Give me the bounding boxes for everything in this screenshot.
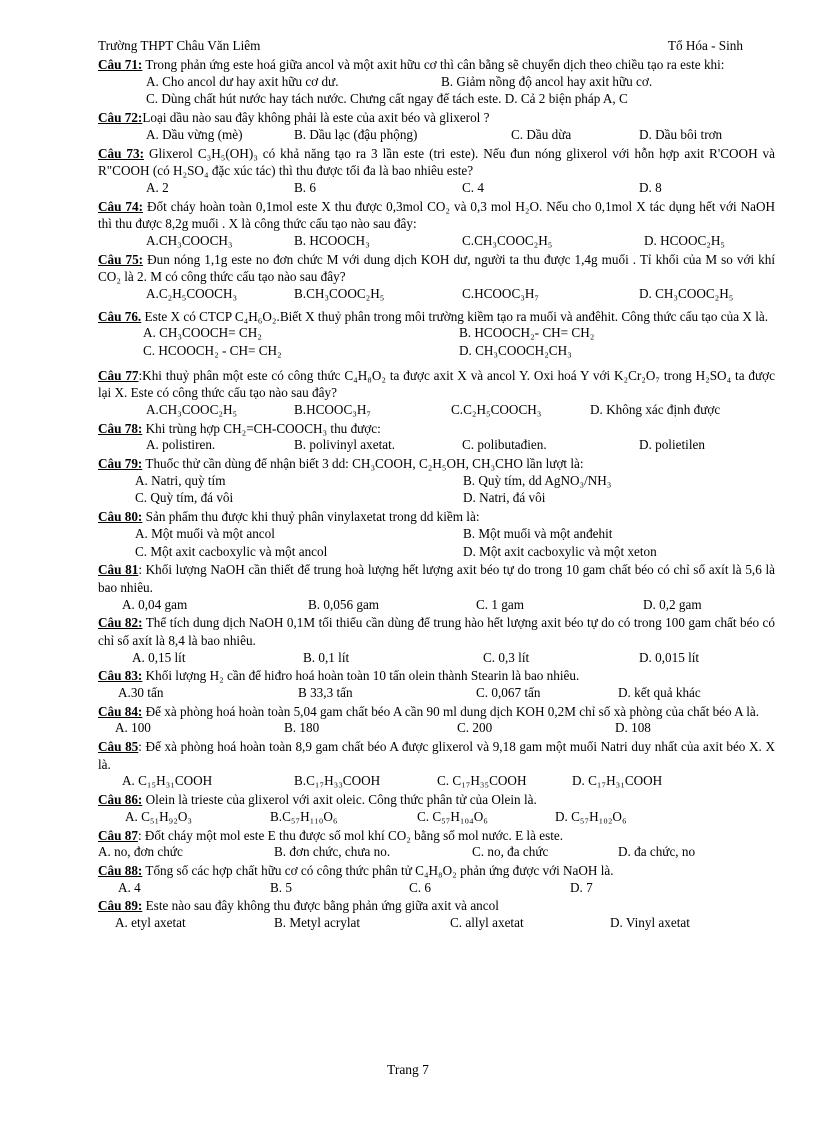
question-block bbox=[98, 198, 775, 251]
question-stem bbox=[98, 738, 775, 773]
question-block bbox=[98, 56, 775, 109]
answer-option: D. kết quả khác bbox=[618, 685, 701, 701]
answer-row bbox=[98, 526, 775, 544]
answer-option: C. Quỳ tím, đá vôi bbox=[135, 490, 234, 506]
answer-option: A. etyl axetat bbox=[115, 914, 186, 930]
answer-row bbox=[98, 544, 775, 562]
answer-option: D. Vinyl axetat bbox=[610, 914, 690, 930]
question-block bbox=[98, 367, 775, 420]
question-number: Câu 80: bbox=[98, 509, 143, 525]
answer-row bbox=[98, 685, 775, 703]
answer-row bbox=[98, 650, 775, 668]
answer-option: C. 0,067 tấn bbox=[476, 685, 541, 701]
question-number: Câu 83: bbox=[98, 668, 143, 684]
answer-option: B 33,3 tấn bbox=[298, 685, 353, 701]
answer-option: A.CH₃COOC₂H₅ bbox=[146, 401, 238, 417]
answer-row bbox=[98, 597, 775, 615]
answer-option: D. 8 bbox=[639, 179, 662, 195]
question-text: Thể tích dung dịch NaOH 0,1M tối thiểu cần dùng để trung hào hết lượng axit béo tự do có trong 100 gam chất béo có chỉ số axít là 8,4 là bao nhiêu. bbox=[98, 615, 776, 649]
answer-option: A. Natri, quỳ tím bbox=[135, 472, 226, 488]
question-text: Este X có CTCP C₄H₆O₂.Biết X thuỷ phân trong môi trường kiềm tạo ra muối và anđêhit. Công thức cấu tạo của X là. bbox=[141, 308, 769, 324]
answer-option: B. 0,056 gam bbox=[308, 596, 380, 612]
answer-option: B.C₁₇H₃₃COOH bbox=[294, 773, 381, 789]
question-block bbox=[98, 455, 775, 508]
answer-option: A.C₂H₅COOCH₃ bbox=[146, 285, 238, 301]
answer-row bbox=[98, 74, 775, 92]
question-text: Đốt cháy hoàn toàn 0,1mol este X thu được 0,3mol CO₂ và 0,3 mol H₂O. Nếu cho 0,1mol X tác dụng hết với NaOH thì thu được 8,2g muối . X là công thức cấu tạo nào sau đây: bbox=[98, 198, 776, 232]
question-text: Olein là trieste của glixerol với axit oleic. Công thức phân tử của Olein là. bbox=[142, 792, 537, 808]
answer-option: C. Một axit cacboxylic và một ancol bbox=[135, 543, 328, 559]
question-number: Câu 76. bbox=[98, 308, 142, 324]
question-stem bbox=[98, 56, 775, 74]
answer-option: B.C₅₇H₁₁₀O₆ bbox=[270, 808, 338, 824]
answer-option: C. no, đa chức bbox=[472, 844, 549, 860]
question-number: Câu 84: bbox=[98, 703, 143, 719]
question-text: :Khi thuỷ phân một este có công thức C₄H₈O₂ ta được axit X và ancol Y. Oxi hoá Y với K₂Cr₂O₇ trong H₂SO₄ ta được lại X. Este có công thức cấu tạo nào sau đây? bbox=[98, 367, 775, 401]
question-block bbox=[98, 145, 775, 198]
answer-option: A. Dầu vừng (mè) bbox=[146, 126, 243, 142]
answer-option: C. 4 bbox=[462, 179, 484, 195]
answer-option: A. polistiren. bbox=[146, 437, 216, 453]
question-number: Câu 88: bbox=[98, 862, 143, 878]
question-number: Câu 78: bbox=[98, 420, 143, 436]
question-block bbox=[98, 827, 775, 862]
page-number: Trang 7 bbox=[387, 1062, 429, 1077]
question-text: : Để xà phòng hoá hoàn toàn 8,9 gam chất béo A được glixerol và 9,18 gam một muối Natri duy nhất của axit béo X. X là. bbox=[98, 739, 775, 772]
question-number: Câu 79: bbox=[98, 456, 143, 472]
answer-row bbox=[98, 91, 775, 109]
answer-row bbox=[98, 127, 775, 145]
question-list bbox=[98, 56, 775, 933]
answer-option: A. 0,04 gam bbox=[122, 596, 188, 612]
question-stem bbox=[98, 561, 775, 596]
answer-option: D. HCOOC₂H₅ bbox=[644, 232, 725, 248]
question-number: Câu 74: bbox=[98, 198, 143, 214]
answer-option: D. 7 bbox=[570, 879, 593, 895]
answer-option: D. C₁₇H₃₁COOH bbox=[572, 773, 663, 789]
answer-option: A. 4 bbox=[118, 879, 141, 895]
answer-row bbox=[98, 773, 775, 791]
question-block bbox=[98, 862, 775, 897]
answer-row bbox=[98, 844, 775, 862]
answer-option: A.30 tấn bbox=[118, 685, 164, 701]
question-number: Câu 73: bbox=[98, 145, 144, 161]
question-stem bbox=[98, 897, 775, 915]
question-number: Câu 82: bbox=[98, 615, 143, 631]
question-text: Glixerol C₃H₅(OH)₃ có khả năng tạo ra 3 lần este (tri este). Nếu đun nóng glixerol với hỗn hợp axit R'COOH và R"COOH (có H₂SO₄ đặc xúc tác) thì thu được tối đa là bao nhiêu este? bbox=[98, 145, 775, 179]
answer-option: D. 108 bbox=[615, 720, 651, 736]
question-stem bbox=[98, 198, 775, 233]
answer-option: C. Dầu dừa bbox=[511, 126, 572, 142]
answer-option: B. 5 bbox=[270, 879, 292, 895]
answer-option: B. đơn chức, chưa no. bbox=[274, 844, 391, 860]
answer-option: C. 1 gam bbox=[476, 596, 524, 612]
answer-row bbox=[98, 180, 775, 198]
answer-option: D. đa chức, no bbox=[618, 844, 696, 860]
question-number: Câu 81 bbox=[98, 562, 139, 578]
question-text: Khi trùng hợp CH₂=CH-COOCH₃ thu được: bbox=[142, 420, 381, 436]
question-text: Để xà phòng hoá hoàn toàn 5,04 gam chất béo A cần 90 ml dung dịch KOH 0,2M chỉ số xà phòng của chất béo A là. bbox=[142, 703, 760, 719]
answer-option: B. polivinyl axetat. bbox=[294, 437, 396, 453]
question-block bbox=[98, 561, 775, 614]
answer-row bbox=[98, 880, 775, 898]
answer-option: B. Metyl acrylat bbox=[274, 914, 361, 930]
question-block bbox=[98, 109, 775, 144]
answer-option: D. CH₃COOCH₂CH₃ bbox=[459, 342, 572, 358]
question-stem bbox=[98, 308, 775, 326]
answer-option: A. 2 bbox=[146, 179, 169, 195]
question-stem bbox=[98, 862, 775, 880]
answer-row bbox=[98, 437, 775, 455]
question-text: Este nào sau đây không thu được bằng phản ứng giữa axit và ancol bbox=[142, 898, 499, 914]
answer-option: A. 100 bbox=[115, 720, 151, 736]
answer-option: B. Dầu lạc (đậu phộng) bbox=[294, 126, 418, 142]
question-number: Câu 72: bbox=[98, 110, 143, 126]
question-block bbox=[98, 703, 775, 738]
answer-option: C.C₂H₅COOCH₃ bbox=[451, 401, 542, 417]
answer-row bbox=[98, 473, 775, 491]
question-block bbox=[98, 897, 775, 932]
answer-option: D. CH₃COOC₂H₅ bbox=[639, 285, 734, 301]
answer-option: B. HCOOCH₃ bbox=[294, 232, 370, 248]
answer-option: A. Một muối và một ancol bbox=[135, 525, 275, 541]
answer-row bbox=[98, 325, 775, 343]
answer-option: C. 200 bbox=[457, 720, 493, 736]
department-name: Tổ Hóa - Sinh bbox=[667, 38, 743, 53]
question-text: Đun nóng 1,1g este no đơn chức M với dung dịch KOH dư, người ta thu được 1,4g muối . Tỉ khối của M so với khí CO₂ là 2. M có công thức cấu tạo nào sau đây? bbox=[98, 251, 776, 285]
answer-option: C.CH₃COOC₂H₅ bbox=[462, 232, 553, 248]
question-stem bbox=[98, 614, 775, 649]
answer-option: D. 0,2 gam bbox=[643, 596, 702, 612]
question-number: Câu 86: bbox=[98, 792, 143, 808]
answer-option: C. allyl axetat bbox=[450, 914, 524, 930]
question-number: Câu 89: bbox=[98, 898, 143, 914]
question-stem bbox=[98, 791, 775, 809]
answer-option: B.CH₃COOC₂H₅ bbox=[294, 285, 385, 301]
answer-option: D. Dầu bôi trơn bbox=[639, 126, 723, 142]
answer-option: B. Một muối và một anđehit bbox=[463, 525, 613, 541]
question-number: Câu 85 bbox=[98, 739, 139, 755]
question-block bbox=[98, 614, 775, 667]
answer-option: C. polibutađien. bbox=[462, 437, 547, 453]
question-block bbox=[98, 667, 775, 702]
answer-option: C. C₁₇H₃₅COOH bbox=[437, 773, 527, 789]
answer-option: D. 0,015 lít bbox=[639, 649, 700, 665]
school-name: Trường THPT Châu Văn Liêm bbox=[98, 38, 261, 53]
question-text: Sản phẩm thu được khi thuỷ phân vinylaxetat trong dd kiềm là: bbox=[142, 509, 480, 525]
answer-option: C. C₅₇H₁₀₄O₆ bbox=[417, 808, 488, 824]
answer-row bbox=[98, 490, 775, 508]
question-block bbox=[98, 251, 775, 304]
question-block bbox=[98, 308, 775, 361]
answer-option: A. Cho ancol dư hay axit hữu cơ dư. bbox=[146, 73, 339, 89]
answer-option: D. polietilen bbox=[639, 437, 705, 453]
page-header bbox=[98, 38, 743, 55]
answer-row bbox=[98, 286, 775, 304]
question-number: Câu 71: bbox=[98, 57, 143, 72]
answer-option: B. Giảm nồng độ ancol hay axit hữu cơ. bbox=[441, 73, 653, 89]
question-stem bbox=[98, 455, 775, 473]
answer-option: D. Không xác định được bbox=[590, 401, 721, 417]
answer-option: B. 180 bbox=[284, 720, 320, 736]
question-number: Câu 77 bbox=[98, 367, 139, 383]
question-stem bbox=[98, 667, 775, 685]
answer-option: A. CH₃COOCH= CH₂ bbox=[143, 325, 262, 341]
answer-row bbox=[98, 402, 775, 420]
answer-row bbox=[98, 809, 775, 827]
answer-option: A. C₁₅H₃₁COOH bbox=[122, 773, 213, 789]
answer-option: B. Quỳ tím, dd AgNO₃/NH₃ bbox=[463, 472, 612, 488]
question-block bbox=[98, 738, 775, 791]
answer-row bbox=[98, 233, 775, 251]
question-stem bbox=[98, 827, 775, 845]
question-stem bbox=[98, 367, 775, 402]
question-stem bbox=[98, 703, 775, 721]
answer-option: B. 6 bbox=[294, 179, 316, 195]
answer-option: B.HCOOC₃H₇ bbox=[294, 401, 371, 417]
answer-option: C. HCOOCH₂ - CH= CH₂ bbox=[143, 342, 282, 358]
answer-row bbox=[98, 343, 775, 361]
question-text: Trong phản ứng este hoá giữa ancol và một axit hữu cơ thì cân bằng sẽ chuyển dịch theo chiều tạo ra este khi: bbox=[142, 57, 725, 72]
answer-option: B. HCOOCH₂- CH= CH₂ bbox=[459, 325, 595, 341]
question-number: Câu 75: bbox=[98, 251, 144, 267]
question-text: Tổng số các hợp chất hữu cơ có công thức phân tử C₄H₈O₂ phản ứng được với NaOH là. bbox=[142, 862, 614, 878]
answer-option: C. 6 bbox=[409, 879, 431, 895]
question-stem bbox=[98, 145, 775, 180]
question-stem bbox=[98, 251, 775, 286]
answer-option: B. 0,1 lít bbox=[303, 649, 350, 665]
answer-option: A. C₅₁H₉₂O₃ bbox=[125, 808, 192, 824]
answer-option: D. C₅₇H₁₀₂O₆ bbox=[555, 808, 627, 824]
answer-option: C. 0,3 lít bbox=[483, 649, 530, 665]
question-block bbox=[98, 508, 775, 561]
question-block bbox=[98, 791, 775, 826]
answer-row bbox=[98, 915, 775, 933]
answer-option: A. no, đơn chức bbox=[98, 844, 183, 860]
question-number: Câu 87 bbox=[98, 827, 138, 843]
question-stem bbox=[98, 109, 775, 127]
question-text: : Khối lượng NaOH cần thiết để trung hoà lượng hết lượng axit béo tự do trong 10 gam chất béo có chỉ số axít là 5,6 là bao nhiêu. bbox=[98, 562, 775, 596]
answer-option: C.HCOOC₃H₇ bbox=[462, 285, 539, 301]
question-text: Khối lượng H₂ cần để hiđro hoá hoàn toàn 10 tấn olein thành Stearin là bao nhiêu. bbox=[142, 668, 580, 684]
question-text: : Đốt cháy một mol este E thu được số mol khí CO₂ bằng số mol nước. E là este. bbox=[137, 827, 564, 843]
question-text: Loại dầu nào sau đây không phải là este của axit béo và glixerol ? bbox=[142, 110, 490, 126]
answer-option: D. Một axit cacboxylic và một xeton bbox=[463, 543, 657, 559]
question-block bbox=[98, 420, 775, 455]
question-text: Thuốc thử cần dùng để nhận biết 3 dd: CH₃COOH, C₂H₅OH, CH₃CHO lần lượt là: bbox=[142, 456, 584, 472]
answer-option: C. Dùng chất hút nước hay tách nước. Chưng cất ngay để tách este. D. Cả 2 biện pháp A, C bbox=[146, 91, 628, 107]
answer-option: D. Natri, đá vôi bbox=[463, 490, 546, 506]
answer-row bbox=[98, 720, 775, 738]
answer-option: A.CH₃COOCH₃ bbox=[146, 232, 233, 248]
question-stem bbox=[98, 420, 775, 438]
question-stem bbox=[98, 508, 775, 526]
answer-option: A. 0,15 lít bbox=[132, 649, 186, 665]
